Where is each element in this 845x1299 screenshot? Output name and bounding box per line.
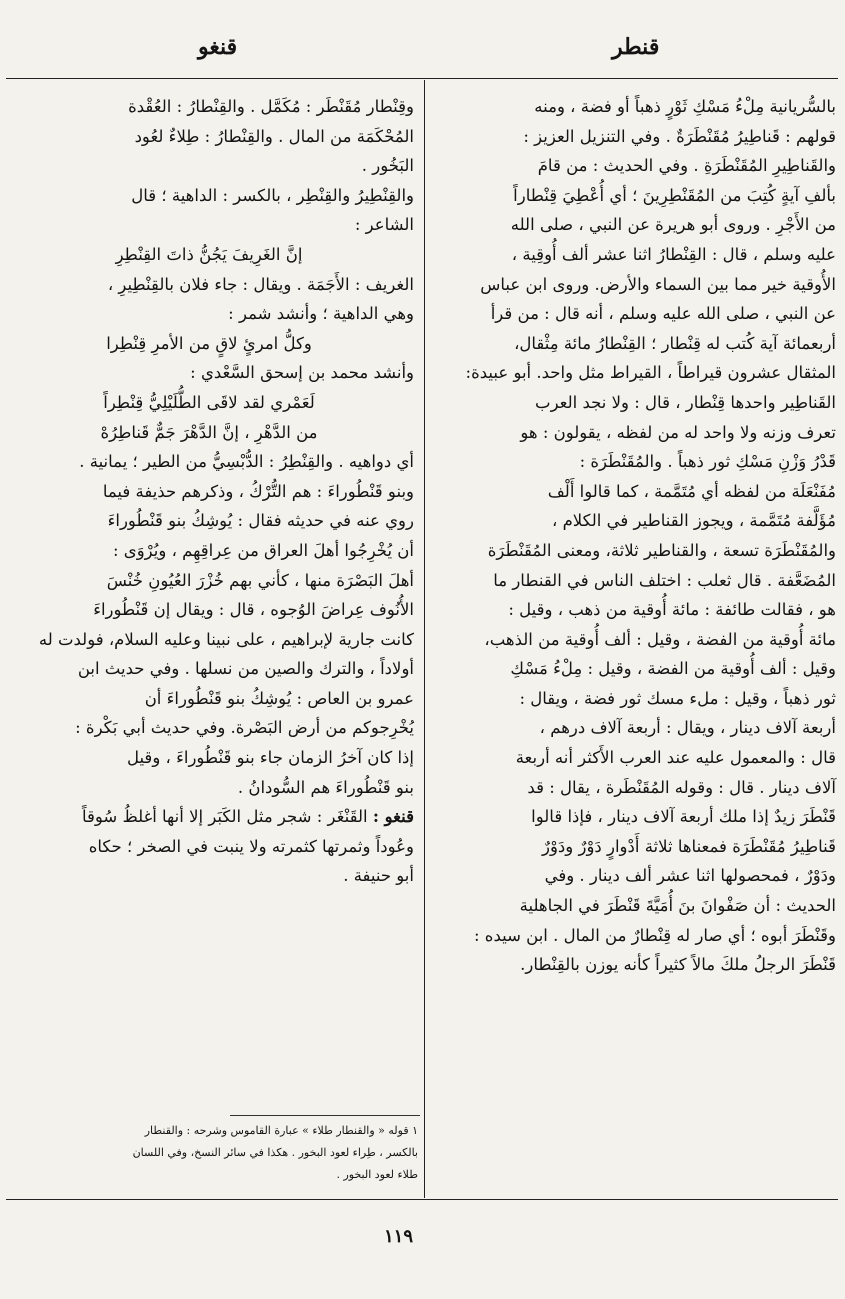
text-line: قولهم : قَناطِيرُ مُقَنْطَرَةٌ . وفي التنزيل العزيز : <box>523 126 836 146</box>
text-line: والمُقَنْطَرَة تسعة ، والقناطير ثلاثة، ومعنى المُقَنْطَرَة <box>487 540 836 560</box>
footnote-divider <box>230 1115 420 1116</box>
text-line: وقِنْطار مُقَنْطَر : مُكَمَّل . والقِنْطارُ : العُقْدة <box>128 97 414 116</box>
text-line: آلاف دينار . قال : وقوله المُقَنْطَرة ، يقال : قد <box>527 777 836 797</box>
text-line: كانت جارية لإبراهيم ، على نبينا وعليه السلام، فولدت له <box>38 629 414 649</box>
text-line: أبو حنيفة . <box>343 866 414 886</box>
text-line: البَخُور . <box>361 156 414 176</box>
right-column <box>432 92 836 980</box>
page-number: ١١٩ <box>384 1226 414 1247</box>
text-line: ودَوْرٌ ، فمحصولها اثنا عشر ألف دينار . وفي <box>544 866 836 886</box>
text-line: هو ، فقالت طائفة : مائة أُوقية من ذهب ، وقيل : <box>508 600 836 620</box>
text-line: أربعمائة آية كُتب له قِنْطار ؛ القِنْطارُ مائة مِثْقال، <box>514 333 836 353</box>
text-line: الحديث : أن صَفْوانَ بنَ أُمَيَّةَ قَنْطَرَ في الجاهلية <box>519 896 836 916</box>
text-line: أولاداً ، والترك والصين من نسلها . وفي حديث ابن <box>77 659 414 679</box>
text-line: القَناطِير واحدها قِنْطار ، قال : ولا نجد العرب <box>535 392 836 412</box>
text-line: أهلَ البَصْرَة منها ، كأني بهم خُزْرَ العُيُونِ خُنْسَ <box>106 570 414 590</box>
text-line: المُحْكَمَة من المال . والقِنْطارُ : طِلاءٌ لعُود <box>134 126 414 146</box>
verse-line: من الدَّهْرِ ، إنَّ الدَّهْرَ جَمٌّ قَناطِرُهْ <box>100 422 318 442</box>
top-divider <box>6 78 838 79</box>
text-line: إذا كان آخرُ الزمان جاء بنو قَنْطُوراءَ ، وقيل <box>126 748 414 768</box>
text-line: وهي الداهية ؛ وأنشد شمر : <box>228 304 414 324</box>
text-line: المُضَعَّفة . قال ثعلب : اختلف الناس في القنطار ما <box>493 570 836 590</box>
bottom-divider <box>6 1199 838 1200</box>
text-line: وعُوداً وثمرتها كثمرته ولا ينبت في الصخر ؛ حكاه <box>88 836 414 856</box>
header-root-left: قنغو <box>198 34 238 60</box>
footnote-line: طلاء لعود البخور . <box>336 1168 418 1181</box>
text-line: الشاعر : <box>354 215 414 235</box>
text-line: عليه وسلم ، قال : القِنْطارُ اثنا عشر ألف أُوقِية ، <box>511 244 836 264</box>
text-line: أربعة آلاف دينار ، ويقال : أربعة آلاف درهم ، <box>539 718 836 738</box>
text-line: الغريف : الأَجَمَة . ويقال : جاء فلان بالقِنْطِيرِ ، <box>107 274 414 294</box>
text-line: بالسُّريانية مِلْءُ مَسْكِ ثَوْرٍ ذهباً أو فضة ، ومنه <box>534 97 836 116</box>
text-line: بألفِ آيةٍ كُتِبَ من المُقَنْطِرِينَ ؛ أي أُعْطِيَ قِنْطاراً <box>513 185 836 205</box>
verse-line: وكلُّ امرئٍ لاقٍ من الأمرِ قِنْطِرا <box>106 333 312 353</box>
entry-text: القَنْغَر : شجر مثل الكَبَر إلا أنها أغلظُ سُوقاً <box>81 807 373 827</box>
footnote <box>4 1120 418 1186</box>
text-line: روي عنه في حديثه فقال : يُوشِكُ بنو قَنْطُوراءَ <box>107 511 414 531</box>
text-line: وبنو قَنْطُوراءَ : هم التُّرْكُ ، وذكرهم حذيفة فيما <box>102 481 414 501</box>
text-line: عن النبي ، صلى الله عليه وسلم ، أنه قال : من قرأ <box>490 304 836 324</box>
footnote-line: بالكسر ، طِراء لعود البخور . هكذا في سائر النسخ، وفي اللسان <box>132 1146 418 1159</box>
entry-line <box>4 802 414 832</box>
text-line: الأُنُوف عِراضَ الوُجوه ، قال : ويقال إن قَنْطُوراءَ <box>93 600 414 620</box>
text-line: والقَناطِيرِ المُقَنْطَرَةِ . وفي الحديث : من قامَ <box>537 156 836 176</box>
text-line: تعرف وزنه ولا واحد له من لفظه ، يقولون : هو <box>520 422 836 442</box>
text-line: وقيل : ألف أُوقية من الفضة ، وقيل : مِلْءُ مَسْكِ <box>510 659 836 679</box>
text-line: قال : والمعمول عليه عند العرب الأَكثر أنه أربعة <box>515 748 836 768</box>
text-line: عمرو بن العاص : يُوشِكُ بنو قَنْطُوراءَ أن <box>144 688 414 708</box>
text-line: مائة أُوقية من الفضة ، وقيل : ألف أُوقية من الذهب، <box>484 629 836 649</box>
text-line: يُخْرِجوكم من أرض البَصْرة. وفي حديث أبي بَكْرة : <box>75 718 414 738</box>
text-line: قَنْطَرَ زيدٌ إذا ملك أربعة آلاف دينار ، فإذا قالوا <box>531 807 836 827</box>
text-line: المثقال عشرون قيراطاً ، القيراط مثل واحد. أبو عبيدة: <box>465 363 836 383</box>
text-line: والقِنْطِيرُ والقِنْطِر ، بالكسر : الداهية ؛ قال <box>131 185 414 205</box>
text-line: مُؤَلَّفة مُتَمَّمة ، ويجوز القناطير في الكلام ، <box>552 511 836 531</box>
text-line: وأنشد محمد بن إسحق السَّعْدي : <box>190 363 414 383</box>
text-line: قَناطِيرُ مُقَنْطَرَة فمعناها ثلاثة أَدْوارٍ دَوْرٌ ودَوْرٌ <box>541 836 836 856</box>
footnote-line: ١ قوله « والقنطار طلاء » عبارة القاموس وشرحه : والقنطار <box>144 1124 418 1137</box>
text-line: أي دواهيه . والقِنْطِرُ : الدُّبْسِيُّ من الطير ؛ يمانية . <box>79 452 414 472</box>
left-column <box>4 92 414 891</box>
text-line: بنو قَنْطُوراءَ هم السُّودانُ . <box>237 777 414 797</box>
text-line: قَنْطَرَ الرجلُ ملكَ مالاً كثيراً كأنه يوزن بالقِنْطار. <box>520 955 836 975</box>
verse-line: إنَّ الغَرِيفَ يَجُنُّ ذاتَ القِنْطِرِ <box>115 244 303 264</box>
text-line: وقَنْطَرَ أبوه ؛ أي صار له قِنْطارٌ من المال . ابن سيده : <box>474 925 836 945</box>
verse-line: لَعَمْري لقد لاقَى الطُّلَيْلِيُّ قِنْطِراً <box>103 392 315 412</box>
text-line: مُفَنْعَلَة من لفظه أي مُتَمَّمة ، كما قالوا أَلْف <box>547 481 836 501</box>
text-line: الأُوقية خير مما بين السماء والأرض. وروى ابن عباس <box>480 274 836 294</box>
entry-headword: قنغو : <box>372 807 414 827</box>
header-root-right: قنطر <box>612 34 660 60</box>
text-line: أن يُخْرِجُوا أهلَ العراق من عِراقِهِم ، ويُرْوَى : <box>113 540 414 560</box>
text-line: ثور ذهباً ، وقيل : ملء مسك ثور فضة ، ويقال : <box>519 688 836 708</box>
text-line: قَدْرُ وَزْنِ مَسْكِ ثور ذهباً . والمُقَنْطَرَة : <box>579 452 836 472</box>
text-line: من الأَجْرِ . وروى أبو هريرة عن النبي ، صلى الله <box>510 215 836 235</box>
column-divider <box>424 80 425 1198</box>
